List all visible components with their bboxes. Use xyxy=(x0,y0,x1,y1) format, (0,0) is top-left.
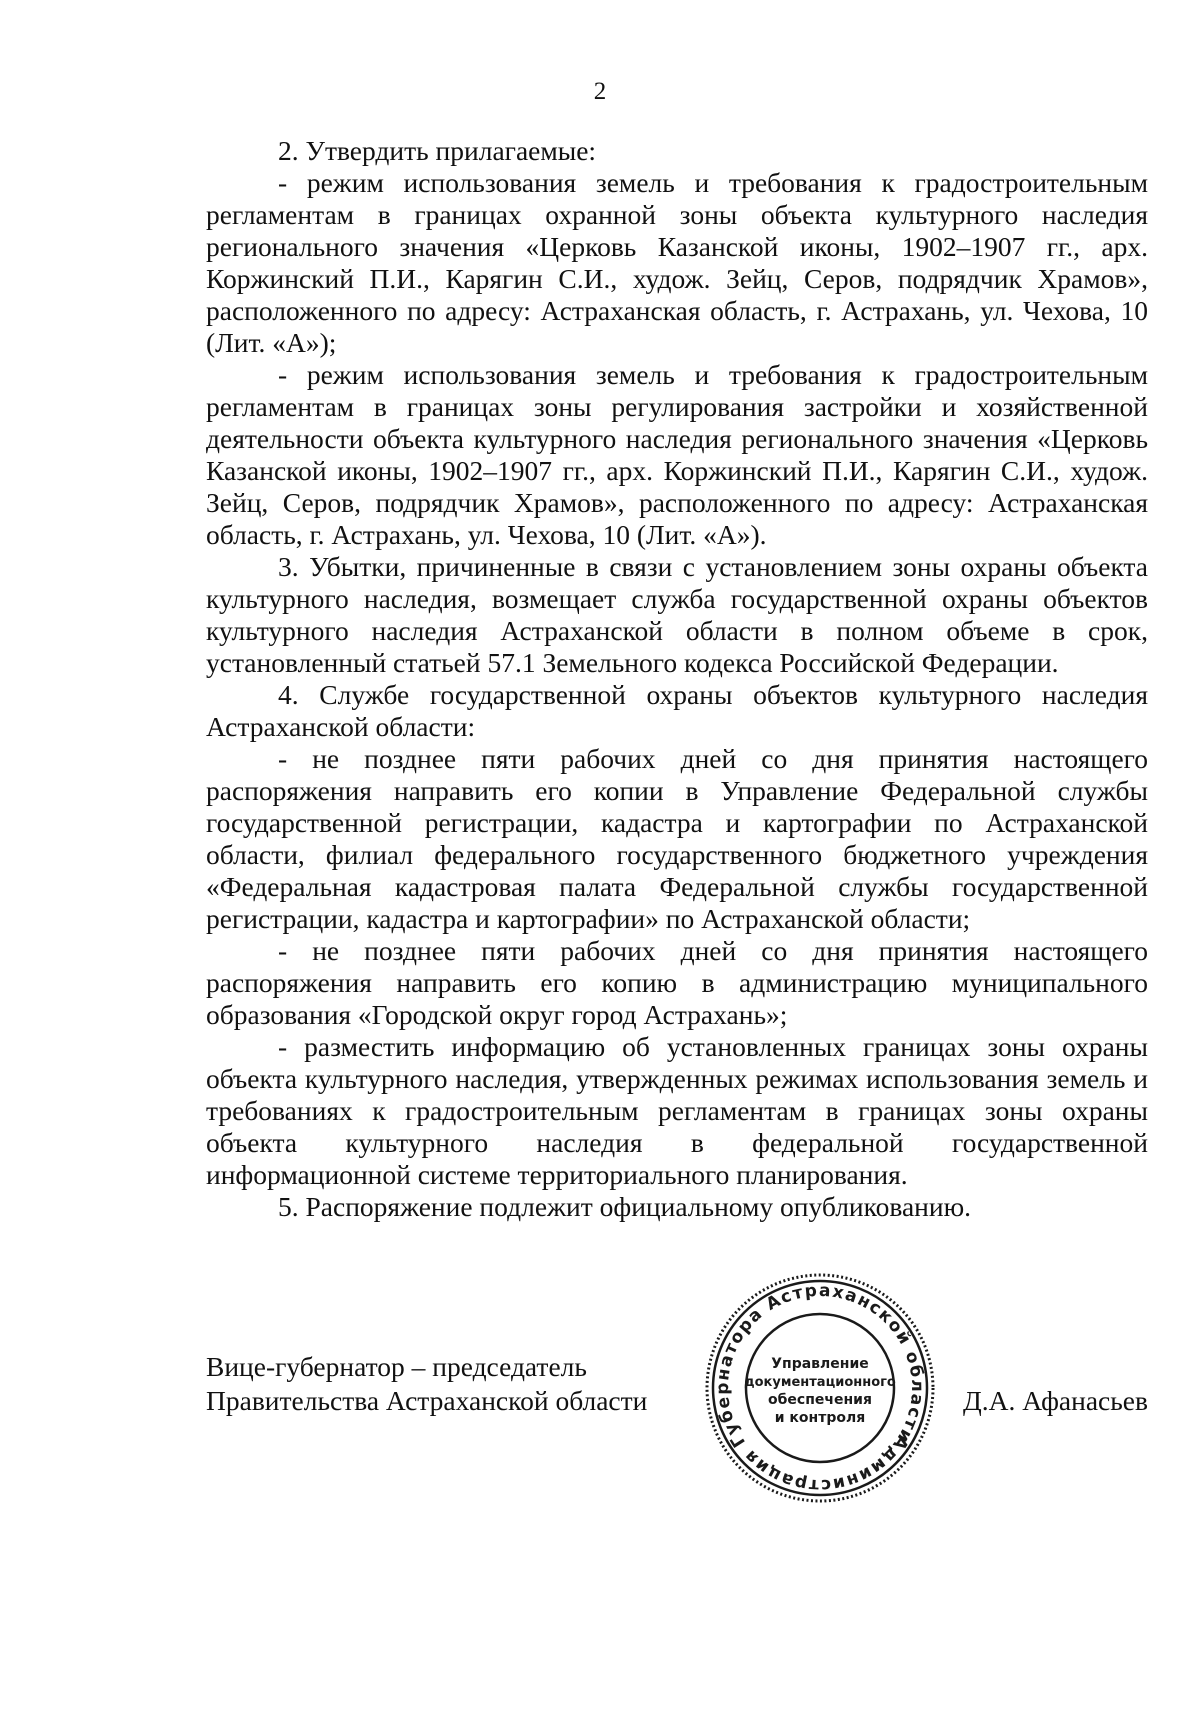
signatory-position-line1: Вице-губернатор – председатель xyxy=(206,1351,587,1382)
paragraph-protection-zone-regime: - режим использования земель и требования к градостроительным регламентам в границах охранной зоны объекта культурного наследия регионального значения «Церковь Казанской иконы, 1902–1907 гг., арх. Коржинский П.И., Карягин С.И., худож. Зейц, Серов, подрядчик Храмов», расположенного по адресу: Астраханская область, г. Астрахань, ул. Чехова, 10 (Лит. «А»); xyxy=(206,167,1148,358)
signatory-name: Д.А. Афанасьев xyxy=(963,1385,1148,1416)
paragraph-regulation-zone-regime: - режим использования земель и требования к градостроительным регламентам в границах зоны регулирования застройки и хозяйственной деятельности объекта культурного наследия регионального значения «Церковь Казанской иконы, 1902–1907 гг., арх. Коржинский П.И., Карягин С.И., худож. Зейц, Серов, подрядчик Храмов», расположенного по адресу: Астраханская область, г. Астрахань, ул. Чехова, 10 (Лит. «А»). xyxy=(206,359,1148,550)
signature-block xyxy=(206,1350,1148,1550)
paragraph-item-2: 2. Утвердить прилагаемые: xyxy=(278,135,597,166)
document-body xyxy=(206,135,1148,1223)
stamp-ring-text: Администрация Губернатора Астраханской области xyxy=(712,1280,928,1496)
paragraph-item-4: 4. Службе государственной охраны объектов культурного наследия Астраханской области: xyxy=(206,679,1148,742)
paragraph-item-5: 5. Распоряжение подлежит официальному опубликованию. xyxy=(278,1191,972,1222)
official-seal-stamp xyxy=(700,1268,940,1508)
stamp-center-line1: Управление xyxy=(771,1356,869,1372)
paragraph-item-3: 3. Убытки, причиненные в связи с установлением зоны охраны объекта культурного наследия, возмещает служба государственной охраны объектов культурного наследия Астраханской области в полном объеме в срок, установленный статьей 57.1 Земельного кодекса Российской Федерации. xyxy=(206,551,1148,678)
paragraph-send-copy-municipality: - не позднее пяти рабочих дней со дня принятия настоящего распоряжения направить его копию в администрацию муниципального образования «Городской округ город Астрахань»; xyxy=(206,935,1148,1030)
stamp-center-line3: обеспечения xyxy=(768,1392,872,1408)
page-number: 2 xyxy=(593,78,607,105)
signatory-position xyxy=(206,1350,647,1418)
stamp-center-line2: документационного xyxy=(744,1375,896,1390)
stamp-center-line4: и контроля xyxy=(774,1410,866,1426)
paragraph-publish-info: - разместить информацию об установленных границах зоны охраны объекта культурного наследия, утвержденных режимах использования земель и требованиях к градостроительным регламентам в границах зоны охраны объекта культурного наследия в федеральной государственной информационной системе территориального планирования. xyxy=(206,1031,1148,1190)
signatory-position-line2: Правительства Астраханской области xyxy=(206,1385,648,1416)
paragraph-send-copies-rosreestr: - не позднее пяти рабочих дней со дня принятия настоящего распоряжения направить его копии в Управление Федеральной службы государственной регистрации, кадастра и картографии по Астраханской области, филиал федерального государственного бюджетного учреждения «Федеральная кадастровая палата Федеральной службы государственной регистрации, кадастра и картографии» по Астраханской области; xyxy=(206,743,1148,934)
